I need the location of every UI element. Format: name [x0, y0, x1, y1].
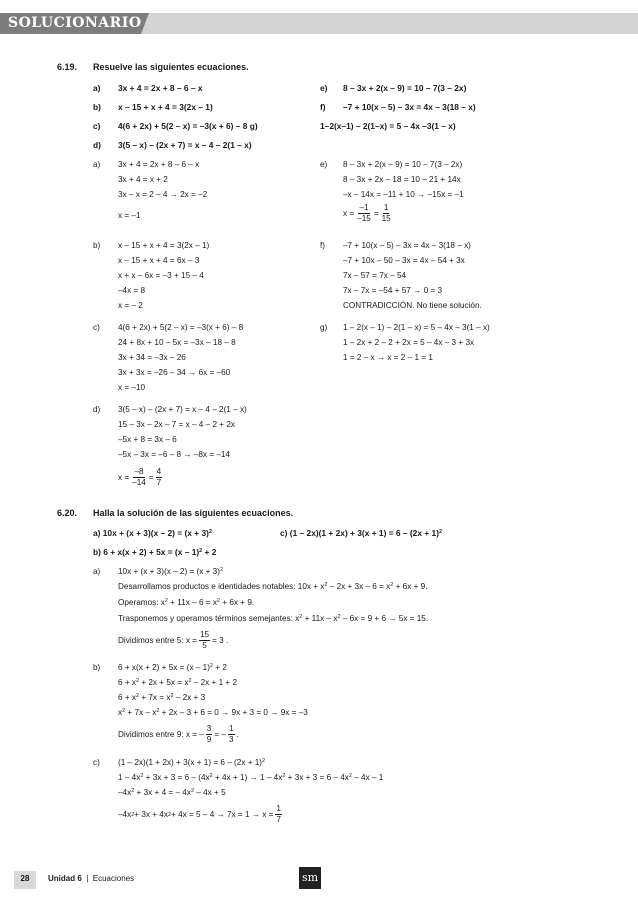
sol-e-line: –x – 14x = –11 + 10 → –15x = –1	[343, 190, 464, 199]
sol-label-f: f)	[320, 241, 326, 250]
question-f: –7 + 10(x – 5) – 3x = 4x – 3(18 – x)	[343, 102, 476, 112]
line-text: 10x + (x + 3)(x – 2) = (x + 3)	[118, 567, 220, 576]
page-header	[0, 0, 638, 40]
unit-label: Unidad 6	[48, 874, 82, 883]
sol620-c-fraction: –4x 2 + 3x + 4x 2 + 4x = 5 – 4 → 7x = 1 → x = $\frac{1}{7}$	[118, 804, 281, 824]
sol-label-a: a)	[93, 160, 101, 169]
line-text: Dividimos entre 5:	[118, 635, 184, 645]
question-text: a) 10x + (x + 3)(x – 2) = (x + 3)	[93, 528, 209, 538]
line-text: + 6x + 9.	[220, 598, 255, 607]
footer-unit	[48, 874, 134, 883]
sol-g-line: 1 – 2(x – 1) – 2(1 – x) = 5 – 4x – 3(1 – x)	[343, 323, 490, 332]
sol-g-line: 1 = 2 – x → x = 2 – 1 = 1	[343, 353, 433, 362]
question-text: b) 6 + x(x + 2) + 5x = (x – 1)	[93, 547, 200, 557]
question-b: x – 15 + x + 4 = 3(2x – 1)	[118, 102, 213, 112]
unit-topic: Ecuaciones	[92, 874, 135, 883]
label-b: b)	[93, 102, 101, 112]
sol620-label-c: c)	[93, 758, 100, 767]
exponent: 2	[262, 758, 266, 764]
question-620-b	[93, 547, 216, 558]
publisher-logo: sm	[299, 867, 321, 889]
equals: =	[373, 208, 379, 218]
label-e: e)	[320, 83, 328, 93]
sol620-a-line	[118, 613, 428, 624]
exponent: 2	[170, 693, 174, 699]
line-text: – 2x + 3x – 6 = x	[327, 582, 391, 591]
sol-label-e: e)	[320, 160, 328, 169]
sol-c-line: 4(6 + 2x) + 5(2 – x) = –3(x + 6) – 8	[118, 323, 244, 332]
sol620-b-line	[118, 662, 227, 673]
numerator: –8	[134, 467, 144, 476]
line-text: x	[118, 708, 123, 717]
line-text: 6 + x	[118, 693, 136, 702]
exponent: 2	[208, 529, 212, 535]
exponent: 2	[337, 614, 341, 620]
line-text: – 6x = 9 + 6 → 5x = 15.	[340, 614, 429, 623]
line-text: Desarrollamos productos e identidades notables: 10x + x	[118, 582, 325, 591]
sol620-a-line	[118, 581, 427, 592]
line-text: + 7x = x	[139, 693, 171, 702]
line-text: + 6x + 9.	[393, 582, 428, 591]
denominator: –14	[132, 478, 146, 487]
question-g: 1–2(x–1) – 2(1–x) = 5 – 4x –3(1 – x)	[320, 121, 456, 131]
numerator: 3	[206, 724, 212, 733]
line-text: Operamos: x	[118, 598, 165, 607]
line-text: 1 – 4x	[118, 773, 141, 782]
sol-a-line: 3x + 4 = x + 2	[118, 175, 168, 184]
exponent: 2	[324, 582, 328, 588]
line-text: –4x	[118, 809, 132, 819]
question-text: c) (1 – 2x)(1 + 2x) + 3(x + 1) = 6 – (2x + 1)	[280, 528, 439, 538]
sol620-a-line	[118, 566, 223, 577]
line-text: .	[236, 729, 239, 739]
exponent: 2	[156, 708, 160, 714]
line-text: + 3x + 4 = – 4x	[134, 788, 191, 797]
exponent: 2	[199, 548, 203, 554]
line-text: + 3x + 3 = 6 – (4x	[143, 773, 210, 782]
denominator: 7	[156, 478, 162, 487]
sol620-c-line	[118, 772, 383, 783]
sol620-b-line	[118, 707, 308, 718]
fraction-var: x =	[118, 472, 130, 482]
exponent: 2	[190, 788, 194, 794]
exercise-title-619: Resuelve las siguientes ecuaciones.	[93, 62, 249, 72]
line-text: Trasponemos y operamos términos semejantes: x	[118, 614, 300, 623]
numerator: 1	[228, 724, 234, 733]
exponent: 2	[219, 567, 223, 573]
exponent: 2	[438, 529, 443, 535]
denominator: 15	[381, 214, 391, 223]
question-620-c	[280, 528, 442, 539]
sol-label-c: c)	[93, 323, 100, 332]
line-text: – 4x – 1	[351, 773, 384, 782]
sol-e-line: 8 – 3x + 2(x – 9) = 10 – 7(3 – 2x)	[343, 160, 463, 169]
sol-label-d: d)	[93, 405, 101, 414]
denominator: 7	[276, 815, 281, 824]
sol-a-line: 3x – x = 2 – 4 → 2x = –2	[118, 190, 208, 199]
sol-d-line: –5x + 8 = 3x – 6	[118, 435, 177, 444]
sol-g-line: 1 – 2x + 2 – 2 + 2x = 5 – 4x – 3 + 3x	[343, 338, 475, 347]
sol620-c-line	[118, 757, 265, 768]
sol-label-b: b)	[93, 241, 101, 250]
exponent: 2	[122, 708, 126, 714]
line-text: = 3 .	[212, 635, 229, 645]
fraction-var: x = –	[185, 729, 204, 739]
footer-separator: |	[86, 874, 89, 883]
denominator: 5	[202, 641, 207, 650]
line-text: + 4x = 5 – 4 → 7x = 1 → x =	[171, 809, 274, 819]
header-tab-corner	[141, 13, 149, 34]
line-text: – 2x + 3	[173, 693, 206, 702]
exponent: 2	[131, 788, 135, 794]
line-text: (1 – 2x)(1 + 2x) + 3(x + 1) = 6 – (2x + 1)	[118, 758, 263, 767]
sol-c-line: x = –10	[118, 383, 146, 392]
label-d: d)	[93, 140, 101, 150]
line-text: + 11x – x	[302, 614, 338, 623]
sol-e-line: 8 – 3x + 2x – 18 = 10 – 21 + 14x	[343, 175, 461, 184]
exponent: 2	[209, 773, 213, 779]
fraction-var: x =	[343, 208, 355, 218]
line-text: 6 + x(x + 2) + 5x = (x – 1)	[118, 663, 210, 672]
sol620-b-line	[118, 692, 205, 703]
sol620-a-line	[118, 597, 254, 608]
sol-c-line: 24 + 8x + 10 – 5x = –3x – 18 – 8	[118, 338, 236, 347]
line-text: 6 + x	[118, 678, 136, 687]
exponent: 2	[164, 598, 168, 604]
numerator: 1	[383, 203, 389, 212]
line-text: + 3x + 3 = 6 – 4x	[285, 773, 349, 782]
sol-e-fraction	[343, 203, 394, 224]
denominator: –15	[357, 214, 371, 223]
question-c: 4(6 + 2x) + 5(2 – x) = –3(x + 6) – 8 g)	[118, 121, 258, 131]
sol-f-line: 7x – 57 = 7x – 54	[343, 271, 407, 280]
label-f: f)	[320, 102, 326, 112]
sol-c-line: 3x + 3x = –26 – 34 → 6x = –60	[118, 368, 231, 377]
fraction-var: x =	[185, 635, 197, 645]
sol-b-line: x = – 2	[118, 301, 143, 310]
sol-b-line: x – 15 + x + 4 = 3(2x – 1)	[118, 241, 210, 250]
sol-b-line: x – 15 + x + 4 = 6x – 3	[118, 256, 200, 265]
equals: =	[148, 472, 154, 482]
sol-d-line: 3(5 – x) – (2x + 7) = x – 4 – 2(1 – x)	[118, 405, 247, 414]
exponent: 2	[390, 582, 394, 588]
exponent: 2	[135, 678, 140, 684]
exponent: 2	[299, 614, 303, 620]
label-a: a)	[93, 83, 101, 93]
question-e: 8 – 3x + 2(x – 9) = 10 – 7(3 – 2x)	[343, 83, 467, 93]
sol-b-line: x + x – 6x = –3 + 15 – 4	[118, 271, 204, 280]
sol-d-fraction	[118, 467, 164, 488]
exponent: 2	[188, 678, 192, 684]
label-c: c)	[93, 121, 101, 131]
line-text: + 7x – x	[125, 708, 157, 717]
page-number: 28	[20, 874, 30, 883]
numerator: –1	[359, 203, 369, 212]
question-d: 3(5 – x) – (2x + 7) = x – 4 – 2(1 – x)	[118, 140, 252, 150]
line-text: + 3x + 4x	[134, 809, 168, 819]
denominator: 9	[206, 735, 212, 744]
header-title: SOLUCIONARIO	[8, 15, 142, 31]
sol-label-g: g)	[320, 323, 328, 332]
exercise-number-619: 6.19.	[57, 62, 78, 72]
exercise-number-620: 6.20.	[57, 508, 78, 518]
exercise-title-620: Halla la solución de las siguientes ecuaciones.	[93, 508, 294, 518]
line-text: – 2x + 1 + 2	[191, 678, 238, 687]
equals: = –	[214, 729, 226, 739]
numerator: 4	[156, 467, 162, 476]
page-footer	[0, 861, 638, 903]
exponent: 2	[140, 773, 144, 779]
sol-f-line: CONTRADICCIÓN. No tiene solución.	[343, 301, 482, 310]
denominator: 3	[228, 735, 234, 744]
sol-f-line: 7x – 7x = –54 + 57 → 0 = 3	[343, 286, 443, 295]
sol-a-line: x = –1	[118, 211, 141, 220]
exponent: 2	[216, 598, 221, 604]
exponent: 2	[282, 773, 286, 779]
sol620-a-fraction	[118, 630, 228, 651]
sol-f-line: –7 + 10(x – 5) – 3x = 4x – 3(18 – x)	[343, 241, 471, 250]
sol620-b-fraction	[118, 724, 239, 745]
line-text: + 2x + 5x = x	[139, 678, 189, 687]
line-text: + 4x + 1) → 1 – 4x	[212, 773, 283, 782]
sol-a-line: 3x + 4 = 2x + 8 – 6 – x	[118, 160, 200, 169]
question-620-a	[93, 528, 212, 539]
exponent: 2	[135, 693, 140, 699]
sol620-b-line	[118, 677, 237, 688]
line-text: Dividimos entre 9:	[118, 729, 184, 739]
exponent: 2	[209, 663, 213, 669]
question-a: 3x + 4 = 2x + 8 – 6 – x	[118, 83, 203, 93]
question-text: + 2	[202, 547, 217, 557]
line-text: – 4x + 5	[194, 788, 226, 797]
line-text: –4x	[118, 788, 132, 797]
sol620-label-a: a)	[93, 567, 101, 576]
sol620-label-b: b)	[93, 663, 101, 672]
sol-f-line: –7 + 10x – 50 – 3x = 4x – 54 + 3x	[343, 256, 465, 265]
numerator: 15	[199, 630, 210, 639]
sol-c-line: 3x + 34 = –3x – 26	[118, 353, 186, 362]
sol-d-line: 15 – 3x – 2x – 7 = x – 4 – 2 + 2x	[118, 420, 235, 429]
sol-d-line: –5x – 3x = –6 – 8 → –8x = –14	[118, 450, 230, 459]
line-text: + 2x – 3 + 6 = 0 → 9x + 3 = 0 → 9x = –3	[159, 708, 308, 717]
sol-b-line: –4x = 8	[118, 286, 146, 295]
exponent: 2	[348, 773, 352, 779]
numerator: 1	[276, 804, 281, 813]
line-text: + 2	[212, 663, 227, 672]
line-text: + 11x – 6 = x	[167, 598, 217, 607]
sol620-c-line	[118, 787, 226, 798]
